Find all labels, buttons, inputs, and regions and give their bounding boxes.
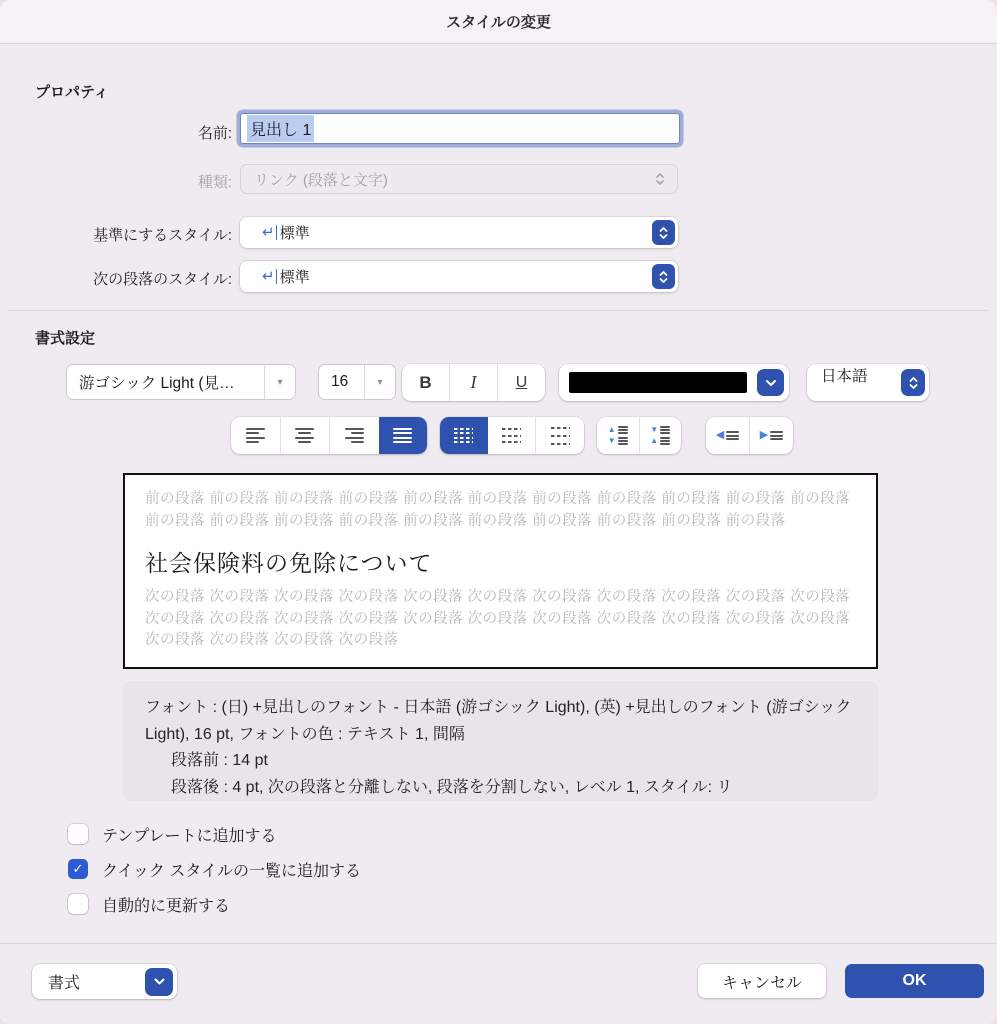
paragraph-return-icon: ↵ (262, 268, 275, 285)
decrease-paragraph-spacing-button[interactable] (639, 417, 682, 454)
font-size-combo[interactable] (318, 364, 396, 400)
align-center-icon (295, 428, 314, 444)
one-half-spacing-button[interactable] (488, 417, 536, 454)
checkbox-1[interactable] (68, 859, 88, 879)
checkbox-0[interactable] (68, 824, 88, 844)
cancel-button[interactable] (698, 964, 826, 998)
dialog-title: スタイルの変更 (446, 14, 551, 31)
description-line-2: 段落前 : 14 pt (171, 752, 268, 769)
cancel-label: キャンセル (721, 974, 802, 992)
paragraph-return-icon: ↵ (262, 224, 275, 241)
auto-update-label: 自動的に更新する (102, 897, 231, 915)
based-on-style-value: 標準 (279, 225, 310, 242)
next-paragraph-label: 次の段落のスタイル: (93, 271, 232, 288)
style-preview-box (123, 473, 878, 669)
italic-label: I (470, 372, 477, 392)
decrease-paragraph-spacing-icon: ▼ ▲ (650, 426, 670, 445)
type-label: 種類: (197, 174, 232, 191)
style-name-input[interactable] (240, 113, 680, 144)
font-size-value: 16 (331, 373, 349, 390)
align-right-button[interactable] (329, 417, 379, 454)
decrease-indent-icon: ◀ (716, 430, 739, 441)
align-center-button[interactable] (280, 417, 330, 454)
dropdown-arrow-icon[interactable]: ▾ (364, 365, 395, 399)
style-type-select (240, 164, 678, 194)
language-value: 日本語 (821, 368, 868, 385)
align-left-icon (246, 428, 265, 444)
name-label: 名前: (197, 125, 232, 142)
italic-button[interactable] (449, 364, 497, 401)
auto-update-option[interactable] (68, 892, 230, 916)
checkbox-2[interactable] (68, 894, 88, 914)
chevron-down-icon[interactable] (145, 968, 173, 996)
style-description-box (123, 681, 878, 801)
indent-group (706, 417, 793, 454)
one-half-spacing-icon (502, 428, 521, 443)
stepper-icon[interactable] (652, 220, 675, 245)
stepper-icon[interactable] (901, 369, 925, 396)
description-line-3: 段落後 : 4 pt, 次の段落と分離しない, 段落を分割しない, レベル 1, スタイル: リ (171, 778, 733, 796)
paragraph-spacing-group (597, 417, 681, 454)
properties-section-header: プロパティ (35, 84, 109, 101)
biu-group (402, 364, 545, 401)
description-line-1: フォント : (日) +見出しのフォント - 日本語 (游ゴシック Light), (英) +見出しのフォント (游ゴシック Light), 16 pt, フォントの色 : テキスト 1, 間隔 (145, 699, 852, 743)
align-justify-button[interactable] (379, 417, 428, 454)
footer-divider (0, 943, 997, 944)
add-to-template-option[interactable] (68, 822, 277, 846)
bold-label: B (419, 372, 432, 392)
double-spacing-icon (551, 427, 570, 445)
underline-button[interactable] (497, 364, 545, 401)
style-type-value: リンク (段落と文字) (254, 171, 388, 189)
font-color-swatch (569, 372, 747, 393)
increase-paragraph-spacing-button[interactable] (597, 417, 639, 454)
line-spacing-group (440, 417, 584, 454)
single-spacing-icon (454, 428, 473, 444)
font-color-dropdown-button[interactable] (757, 369, 784, 396)
style-name-value: 見出し 1 (247, 115, 314, 142)
dialog-titlebar (0, 0, 997, 44)
increase-indent-icon: ▶ (760, 430, 783, 441)
font-color-well[interactable] (559, 364, 789, 401)
align-right-icon (345, 428, 364, 444)
sample-heading-text: 社会保険料の免除について (145, 550, 433, 576)
stepper-icon[interactable] (652, 264, 675, 289)
align-left-button[interactable] (231, 417, 280, 454)
bold-button[interactable] (402, 364, 449, 401)
section-divider (8, 310, 989, 311)
format-menu-button[interactable] (32, 964, 177, 999)
ok-label: OK (902, 972, 927, 989)
add-to-template-label: テンプレートに追加する (102, 827, 277, 845)
double-spacing-button[interactable] (535, 417, 584, 454)
based-on-label: 基準にするスタイル: (93, 227, 232, 244)
based-on-style-popup[interactable] (240, 217, 678, 248)
previous-paragraph-text: 前の段落 前の段落 前の段落 前の段落 前の段落 前の段落 前の段落 前の段落 前の段落 前の段落 前の段落 前の段落 前の段落 前の段落 前の段落 前の段落 前の段落 前の段落 前の段落 前の段落 前の段落 (145, 491, 851, 529)
decrease-indent-button[interactable] (706, 417, 749, 454)
chevron-up-down-icon (655, 165, 665, 193)
formatting-section-header: 書式設定 (35, 330, 96, 347)
font-name-combo[interactable] (66, 364, 296, 400)
following-paragraph-text: 次の段落 次の段落 次の段落 次の段落 次の段落 次の段落 次の段落 次の段落 次の段落 次の段落 次の段落 次の段落 次の段落 次の段落 次の段落 次の段落 次の段落 次の段落 次の段落 次の段落 次の段落 次の段落 次の段落 次の段落 次の段落 次の段落 (145, 589, 851, 648)
ok-button[interactable] (845, 964, 984, 998)
underline-label: U (515, 373, 528, 391)
format-menu-label: 書式 (48, 975, 81, 992)
increase-paragraph-spacing-icon: ▲ ▼ (608, 426, 628, 445)
dropdown-arrow-icon[interactable]: ▾ (264, 365, 295, 399)
add-to-quick-styles-option[interactable] (68, 857, 361, 881)
increase-indent-button[interactable] (749, 417, 793, 454)
add-to-quick-styles-label: クイック スタイルの一覧に追加する (102, 862, 362, 880)
font-name-value: 游ゴシック Light (見… (79, 375, 235, 392)
next-paragraph-style-popup[interactable] (240, 261, 678, 292)
language-popup[interactable] (807, 364, 929, 401)
next-paragraph-style-value: 標準 (279, 269, 310, 286)
single-spacing-button[interactable] (440, 417, 488, 454)
align-justify-icon (393, 428, 412, 444)
alignment-group (231, 417, 427, 454)
